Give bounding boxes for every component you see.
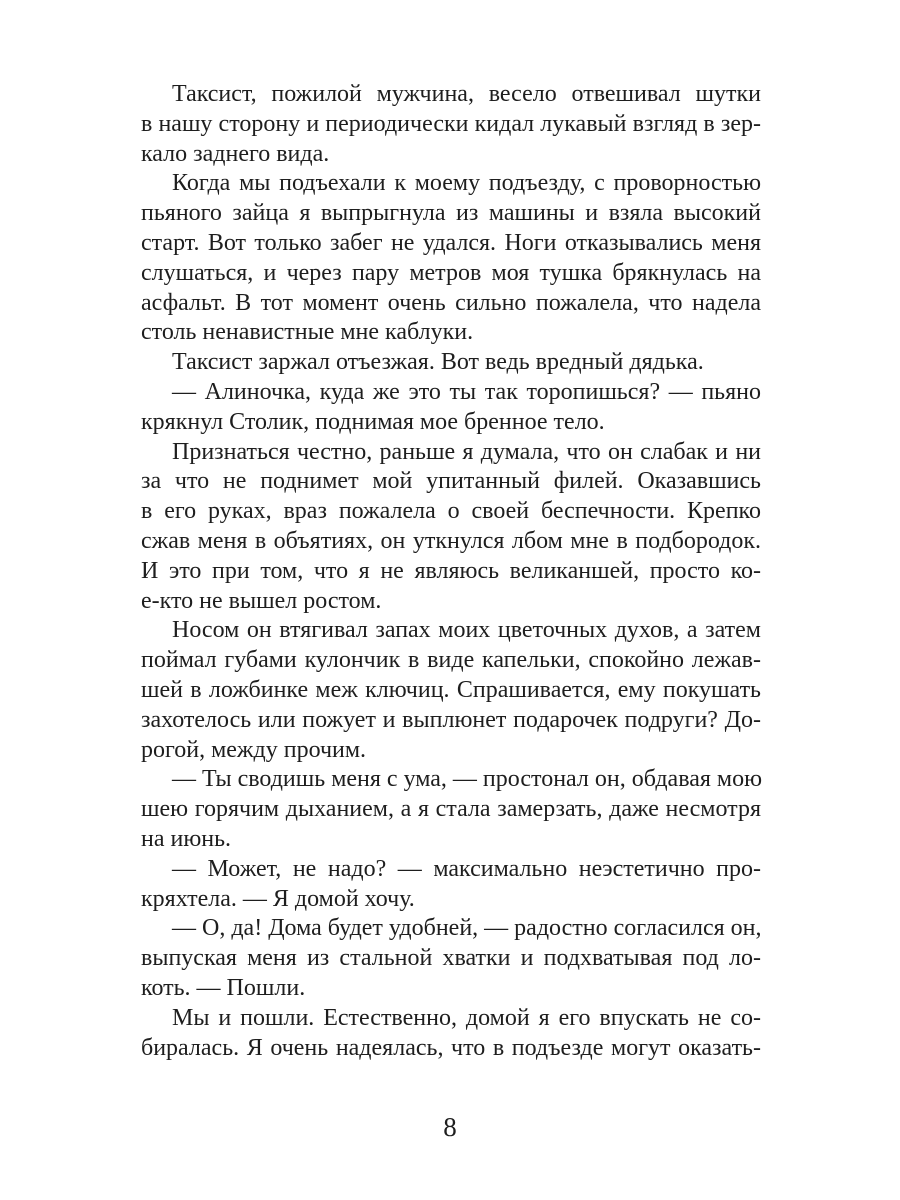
text-line: кало заднего вида. <box>141 140 330 167</box>
text-line: Когда мы подъехали к моему подъезду, с проворностью <box>172 170 761 197</box>
text-line: на июнь. <box>141 825 232 852</box>
text-line: Мы и пошли. Естественно, домой я его впускать не со- <box>172 1004 761 1031</box>
text-line: — Ты сводишь меня с ума, — простонал он, обдавая мою <box>172 766 763 793</box>
text-line: асфальт. В тот момент очень сильно пожалела, что надела <box>141 289 761 316</box>
text-line: Таксист, пожилой мужчина, весело отвешивал шутки <box>172 81 761 107</box>
text-line: Таксист заржал отъезжая. Вот ведь вредный дядька. <box>172 349 704 376</box>
text-line: в его руках, враз пожалела о своей беспечности. Крепко <box>141 498 761 525</box>
paragraph <box>141 348 761 378</box>
page-text <box>141 80 761 1063</box>
text-line: шею горячим дыханием, а я стала замерзать, даже несмотря <box>141 796 761 823</box>
text-line: И это при том, что я не являюсь великаншей, просто ко- <box>141 557 761 584</box>
text-line: — Алиночка, куда же это ты так торопишься? — пьяно <box>172 378 761 405</box>
text-line: за что не поднимет мой упитанный филей. Оказавшись <box>141 468 761 495</box>
text-line: биралась. Я очень надеялась, что в подъезде могут оказать- <box>141 1034 761 1061</box>
text-line: Носом он втягивал запах моих цветочных духов, а затем <box>172 617 761 644</box>
text-line: столь ненавистные мне каблуки. <box>141 319 474 346</box>
paragraph <box>141 169 761 348</box>
text-line: в нашу сторону и периодически кидал лукавый взгляд в зер- <box>141 110 761 137</box>
page-number: 8 <box>443 1112 457 1142</box>
paragraph <box>141 855 761 915</box>
text-line: сжав меня в объятиях, он уткнулся лбом мне в подбородок. <box>141 527 761 554</box>
text-line: крякнул Столик, поднимая мое бренное тело. <box>141 408 605 435</box>
paragraph <box>141 616 761 765</box>
text-line: коть. — Пошли. <box>141 974 306 1001</box>
paragraph <box>141 378 761 438</box>
paragraph <box>141 80 761 169</box>
paragraph <box>141 1004 761 1064</box>
text-line: кряхтела. — Я домой хочу. <box>141 885 415 912</box>
text-line: е-кто не вышел ростом. <box>141 587 382 614</box>
paragraph <box>141 765 761 854</box>
text-line: слушаться, и через пару метров моя тушка брякнулась на <box>141 259 761 286</box>
text-line: пьяного зайца я выпрыгнула из машины и взяла высокий <box>141 200 761 227</box>
paragraph <box>141 438 761 617</box>
text-line: Признаться честно, раньше я думала, что он слабак и ни <box>172 438 761 465</box>
text-line: поймал губами кулончик в виде капельки, спокойно лежав- <box>141 647 761 674</box>
paragraph <box>141 914 761 1003</box>
text-line: рогой, между прочим. <box>141 736 367 763</box>
text-line: — Может, не надо? — максимально неэстетично про- <box>172 855 761 882</box>
text-line: старт. Вот только забег не удался. Ноги отказывались меня <box>141 229 761 256</box>
text-line: выпуская меня из стальной хватки и подхватывая под ло- <box>141 945 761 972</box>
text-line: захотелось или пожует и выплюнет подарочек подруги? До- <box>141 706 761 733</box>
text-line: шей в ложбинке меж ключиц. Спрашивается, ему покушать <box>141 676 761 703</box>
text-line: — О, да! Дома будет удобней, — радостно согласился он, <box>172 915 762 942</box>
